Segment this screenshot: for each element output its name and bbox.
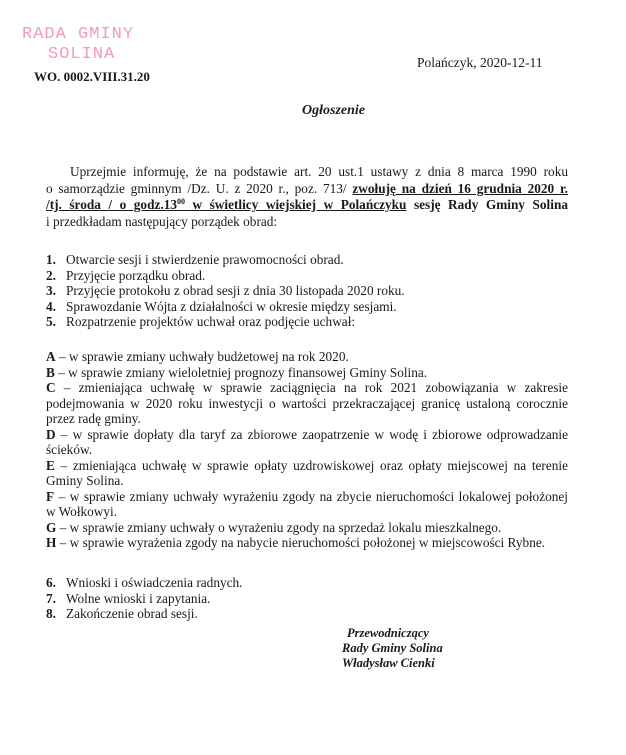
resolution-text: w Wołkowyi.	[46, 504, 118, 519]
agenda-item	[46, 299, 405, 315]
agenda-item-number: 4.	[46, 298, 56, 314]
agenda-item-text: Przyjęcie porządku obrad.	[66, 267, 206, 283]
resolution-text: Gminy Solina.	[46, 473, 124, 488]
time-minutes: 00	[177, 197, 185, 206]
intro-text: o samorządzie gminnym /Dz. U. z 2020 r., poz. 713/	[46, 180, 353, 196]
resolution-text: – zmieniająca uchwałę w sprawie opłaty uzdrowiskowej oraz opłaty miejscowej na terenie	[60, 457, 568, 473]
signature-block	[342, 626, 443, 671]
reference-number: WO. 0002.VIII.31.20	[34, 69, 150, 84]
signature-name: Władysław Cienki	[342, 656, 435, 670]
resolution-letter: G	[46, 519, 57, 535]
resolution-item	[46, 365, 568, 381]
resolution-text: – w sprawie zmiany uchwały wyrażeniu zgody na zbycie nieruchomości lokalowej położonej	[58, 488, 568, 504]
agenda-item-number: 7.	[46, 590, 56, 606]
resolution-item	[46, 535, 568, 551]
agenda-item	[46, 314, 405, 330]
agenda-list	[46, 252, 405, 330]
agenda-item	[46, 268, 405, 284]
resolution-text: – zmieniająca uchwałę w sprawie zaciągnięcia na rok 2021 zobowiązania w zakresie	[63, 380, 568, 395]
resolution-item	[46, 489, 568, 520]
resolution-line	[46, 349, 568, 365]
resolution-line	[46, 504, 568, 520]
agenda-item-text: Wolne wnioski i zapytania.	[66, 590, 211, 606]
resolution-item	[46, 520, 568, 536]
agenda-item-number: 5.	[46, 314, 56, 329]
intro-line-3	[46, 197, 568, 214]
resolution-letter: B	[46, 364, 55, 380]
resolution-text: podejmowania w 2020 roku inwestycji o wartości przekraczającej granicę ustaloną corocznie	[46, 395, 568, 411]
resolutions-list	[46, 349, 568, 551]
intro-line-2	[46, 181, 568, 198]
resolution-letter: D	[46, 426, 56, 442]
agenda-item-number: 6.	[46, 575, 56, 590]
agenda-item-number: 8.	[46, 606, 56, 621]
agenda-item	[46, 283, 405, 299]
resolution-line	[46, 458, 568, 474]
resolution-text: – w sprawie wyrażenia zgody na nabycie nieruchomości położonej w miejscowości Rybne.	[59, 535, 546, 550]
agenda-item-text: Rozpatrzenie projektów uchwał oraz podjęcie uchwał:	[66, 314, 356, 329]
intro-paragraph	[46, 164, 568, 230]
resolution-item	[46, 380, 568, 427]
resolution-letter: A	[46, 349, 56, 364]
session-venue: w świetlicy wiejskiej w Polańczyku	[185, 197, 407, 212]
intro-line-4: i przedkładam następujący porządek obrad:	[46, 213, 278, 229]
agenda-item	[46, 252, 405, 268]
resolution-line	[46, 535, 568, 551]
session-day-time: /tj. środa / o godz.13	[46, 197, 177, 212]
session-date: zwołuję na dzień 16 grudnia 2020 r.	[352, 180, 568, 196]
stamp-line-1: RADA GMINY	[22, 25, 135, 44]
council-stamp	[22, 25, 134, 65]
resolution-line	[46, 365, 568, 381]
resolution-item	[46, 349, 568, 365]
resolution-item	[46, 427, 568, 458]
resolution-text: – w sprawie zmiany wieloletniej prognozy finansowej Gminy Solina.	[58, 364, 428, 380]
resolution-line	[46, 489, 568, 505]
signature-title: Przewodniczący	[347, 626, 429, 640]
agenda-item-text: Przyjęcie protokołu z obrad sesji z dnia 30 listopada 2020 roku.	[66, 283, 405, 298]
resolution-text: – w sprawie zmiany uchwały budżetowej na rok 2020.	[58, 349, 349, 364]
agenda-item-text: Sprawozdanie Wójta z działalności w okresie między sesjami.	[66, 298, 397, 314]
resolution-line	[46, 380, 568, 396]
resolution-line	[46, 520, 568, 536]
agenda-item-number: 2.	[46, 267, 56, 283]
document-title: Ogłoszenie	[302, 103, 365, 118]
resolution-item	[46, 458, 568, 489]
resolution-line	[46, 411, 568, 427]
resolution-text: przez radę gminy.	[46, 411, 141, 426]
intro-line-1: Uprzejmie informuję, że na podstawie art. 20 ust.1 ustawy z dnia 8 marca 1990 roku	[70, 164, 568, 179]
resolution-letter: F	[46, 488, 55, 504]
resolution-letter: H	[46, 535, 57, 550]
agenda-item-number: 3.	[46, 283, 56, 298]
resolution-line	[46, 427, 568, 443]
agenda-item	[46, 575, 243, 591]
agenda-item	[46, 591, 243, 607]
session-time-place	[46, 197, 406, 212]
agenda-item-text: Zakończenie obrad sesji.	[66, 606, 198, 621]
resolution-line	[46, 396, 568, 412]
signature-council: Rady Gminy Solina	[342, 641, 443, 655]
place-date: Polańczyk, 2020-12-11	[417, 55, 543, 70]
resolution-text: ścieków.	[46, 442, 93, 457]
stamp-line-2: SOLINA	[48, 45, 116, 64]
resolution-text: – w sprawie zmiany uchwały o wyrażeniu zgody na sprzedaż lokalu mieszkalnego.	[59, 519, 502, 535]
session-name: sesję Rady Gminy Solina	[406, 197, 568, 212]
agenda-item-number: 1.	[46, 252, 56, 267]
resolution-letter: E	[46, 457, 55, 473]
agenda-item-text: Otwarcie sesji i stwierdzenie prawomocności obrad.	[66, 252, 344, 267]
resolution-text: – w sprawie dopłaty dla taryf za zbiorowe zaopatrzenie w wodę i zbiorowe odprowadzanie	[60, 426, 568, 442]
agenda-item	[46, 606, 243, 622]
resolution-letter: C	[46, 380, 56, 395]
agenda-list-end	[46, 575, 243, 622]
resolution-line	[46, 473, 568, 489]
agenda-item-text: Wnioski i oświadczenia radnych.	[66, 575, 243, 590]
resolution-line	[46, 442, 568, 458]
